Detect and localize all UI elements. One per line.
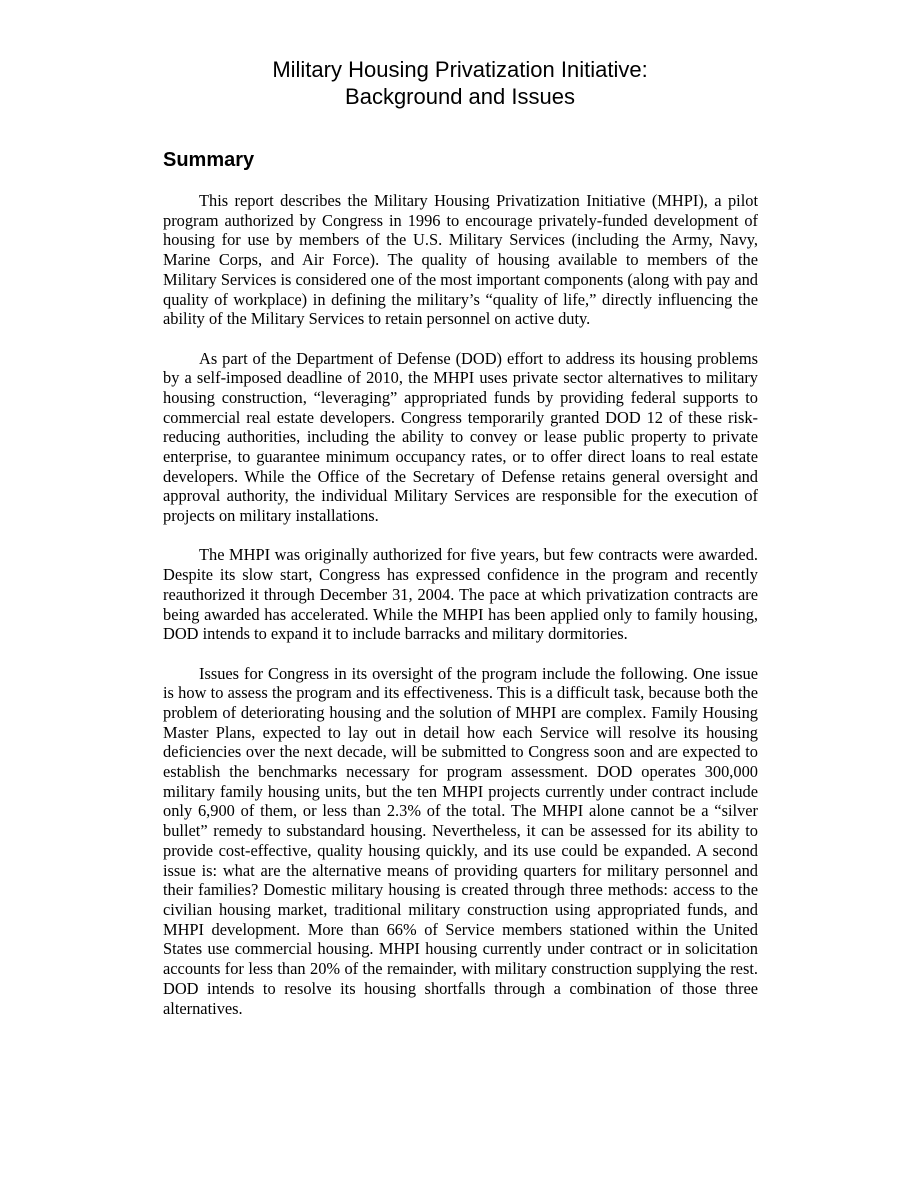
paragraph-4: Issues for Congress in its oversight of the program include the following. One issue is how to assess the program and its effectiveness. This is a difficult task, because both the problem of deteriorating housing and the solution of MHPI are complex. Family Housing Master Plans, expected to lay out in detail how each Service will resolve its housing deficiencies over the next decade, will be submitted to Congress soon and are expected to establish the benchmarks necessary for program assessment. DOD operates 300,000 military family housing units, but the ten MHPI projects currently under contract include only 6,900 of them, or less than 2.3% of the total. The MHPI alone cannot be a “silver bullet” remedy to substandard housing. Nevertheless, it can be assessed for its ability to provide cost-effective, quality housing quickly, and its use could be expanded. A second issue is: what are the alternative means of providing quarters for military personnel and their families? Domestic military housing is created through three methods: access to the civilian housing market, traditional military construction using appropriated funds, and MHPI development. More than 66% of Service members stationed within the United States use commercial housing. MHPI housing currently under contract or in solicitation accounts for less than 20% of the remainder, with military construction supplying the rest. DOD intends to resolve its housing shortfalls through a combination of those three alternatives.	[163, 663, 758, 1018]
title-line-1: Military Housing Privatization Initiative:	[272, 57, 648, 82]
document-title	[0, 56, 920, 110]
paragraph-2: As part of the Department of Defense (DOD) effort to address its housing problems by a self-imposed deadline of 2010, the MHPI uses private sector alternatives to military housing construction, “leveraging” appropriated funds by providing federal supports to commercial real estate developers. Congress temporarily granted DOD 12 of these risk-reducing authorities, including the ability to convey or lease public property to private enterprise, to guarantee minimum occupancy rates, or to offer direct loans to real estate developers. While the Office of the Secretary of Defense retains general oversight and approval authority, the individual Military Services are responsible for the execution of projects on military installations.	[163, 348, 758, 526]
title-line-2: Background and Issues	[345, 84, 575, 109]
paragraph-3: The MHPI was originally authorized for five years, but few contracts were awarded. Despite its slow start, Congress has expressed confidence in the program and recently reauthorized it through December 31, 2004. The pace at which privatization contracts are being awarded has accelerated. While the MHPI has been applied only to family housing, DOD intends to expand it to include barracks and military dormitories.	[163, 545, 758, 644]
paragraph-1: This report describes the Military Housing Privatization Initiative (MHPI), a pilot program authorized by Congress in 1996 to encourage privately-funded development of housing for use by members of the U.S. Military Services (including the Army, Navy, Marine Corps, and Air Force). The quality of housing available to members of the Military Services is considered one of the most important components (along with pay and quality of workplace) in defining the military’s “quality of life,” directly influencing the ability of the Military Services to retain personnel on active duty.	[163, 191, 758, 329]
section-heading-summary: Summary	[163, 149, 255, 171]
summary-body	[163, 191, 758, 1038]
